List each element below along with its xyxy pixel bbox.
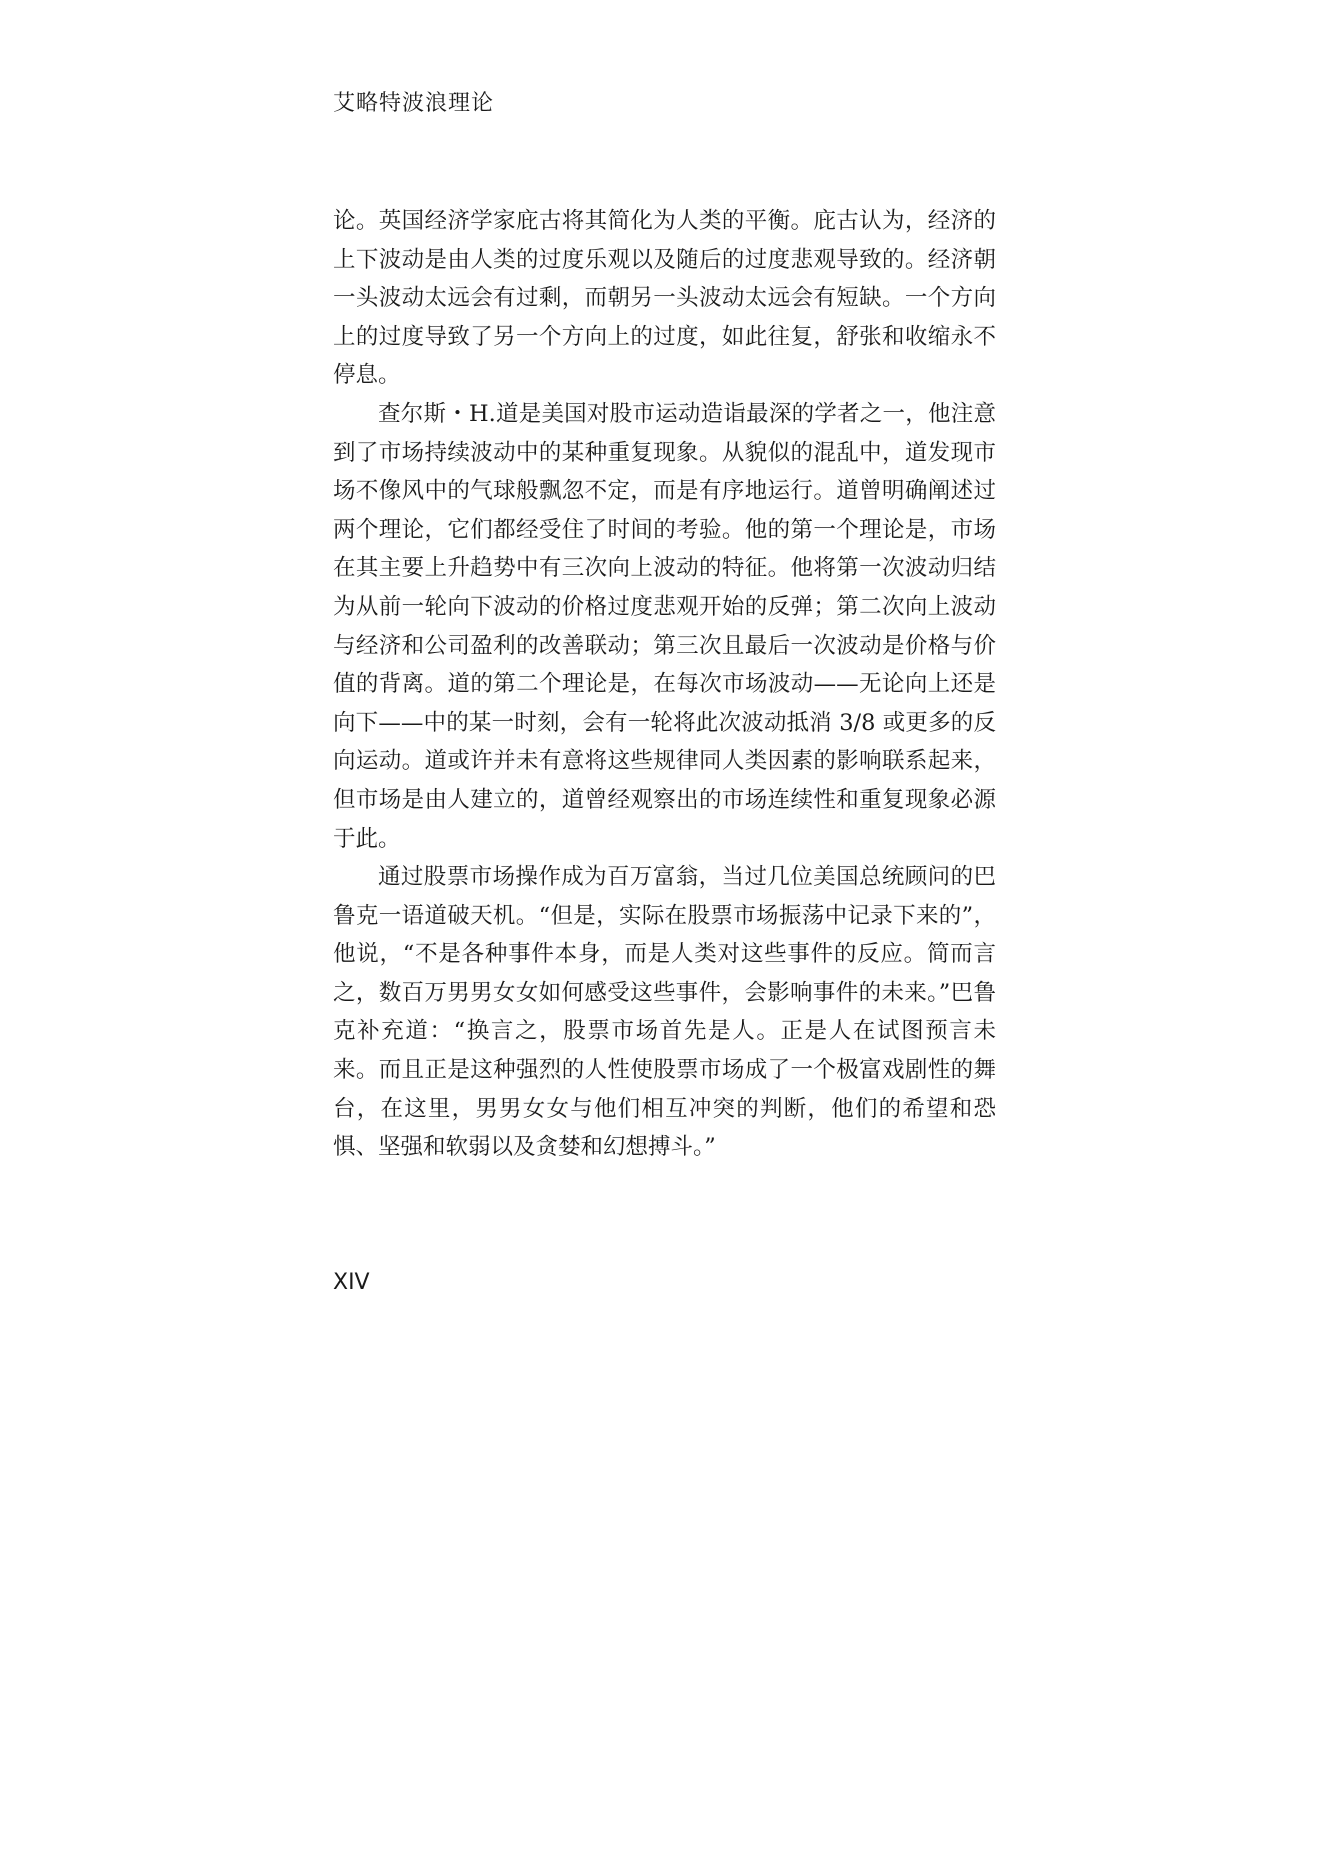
paragraph-continuation: 论。英国经济学家庇古将其简化为人类的平衡。庇古认为，经济的上下波动是由人类的过度乐观以及随后的过度悲观导致的。经济朝一头波动太远会有过剩，而朝另一头波动太远会有短缺。一个方向上的过度导致了另一个方向上的过度，如此往复，舒张和收缩永不停息。	[333, 208, 996, 389]
paragraph-baruch-quote: 通过股票市场操作成为百万富翁，当过几位美国总统顾问的巴鲁克一语道破天机。“但是，实际在股票市场振荡中记录下来的”，他说，“不是各种事件本身，而是人类对这些事件的反应。简而言之，数百万男男女女如何感受这些事件，会影响事件的未来。”巴鲁克补充道：“换言之，股票市场首先是人。正是人在试图预言未来。而且正是这种强烈的人性使股票市场成了一个极富戏剧性的舞台，在这里，男男女女与他们相互冲突的判断，他们的希望和恐惧、坚强和软弱以及贪婪和幻想搏斗。”	[333, 864, 996, 1161]
body-text	[333, 202, 996, 1167]
paragraph-dow-theory: 查尔斯・H.道是美国对股市运动造诣最深的学者之一，他注意到了市场持续波动中的某种重复现象。从貌似的混乱中，道发现市场不像风中的气球般飘忽不定，而是有序地运行。道曾明确阐述过两个理论，它们都经受住了时间的考验。他的第一个理论是，市场在其主要上升趋势中有三次向上波动的特征。他将第一次波动归结为从前一轮向下波动的价格过度悲观开始的反弹；第二次向上波动与经济和公司盈利的改善联动；第三次且最后一次波动是价格与价值的背离。道的第二个理论是，在每次市场波动——无论向上还是向下——中的某一时刻，会有一轮将此次波动抵消 3/8 或更多的反向运动。道或许并未有意将这些规律同人类因素的影响联系起来，但市场是由人建立的，道曾经观察出的市场连续性和重复现象必源于此。	[333, 400, 996, 852]
running-header-title: 艾略特波浪理论	[333, 91, 495, 116]
page-number: XIV	[333, 1270, 370, 1295]
